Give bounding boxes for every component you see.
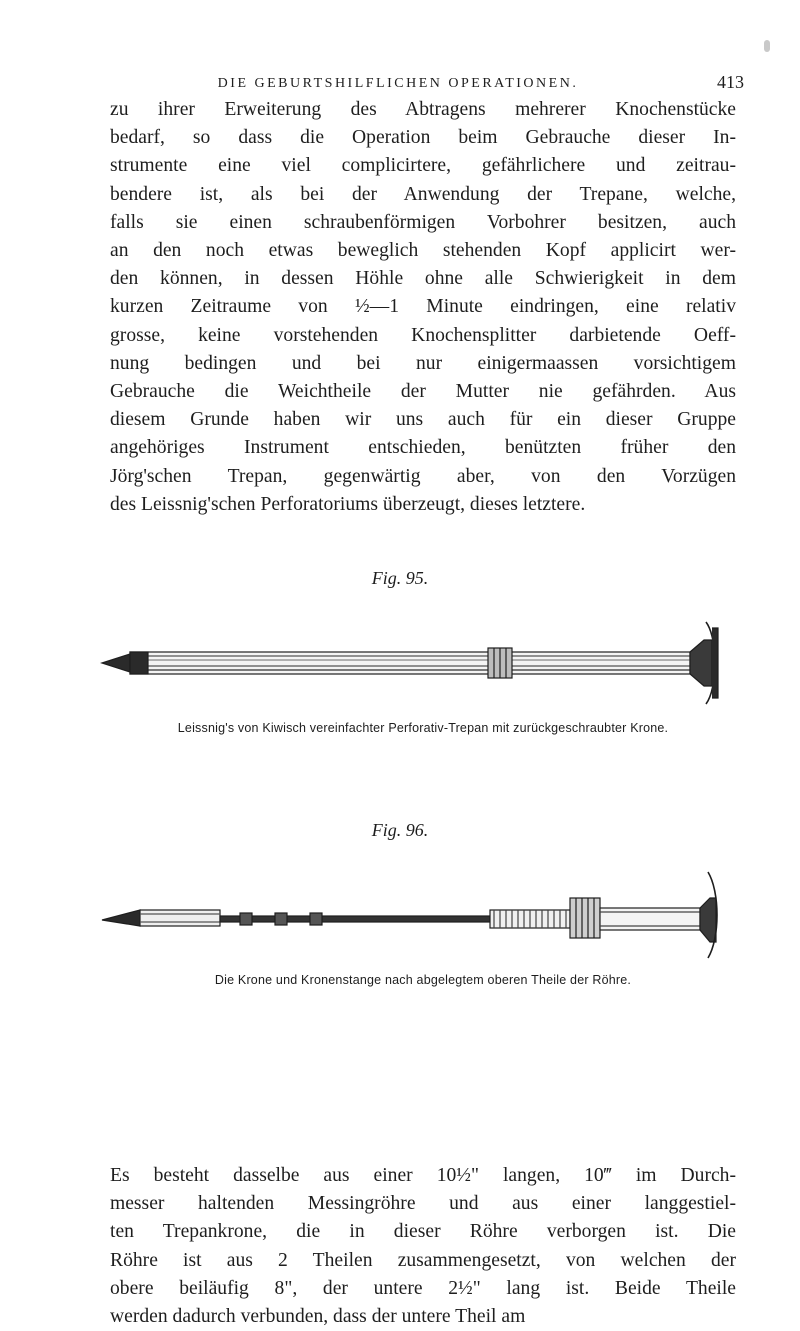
figure-96-caption: Die Krone und Kronenstange nach abgelegtem oberen Theile der Röhre. bbox=[214, 973, 632, 987]
text-line: Es besteht dasselbe aus einer 10½" langen, 10‴ im Durch- bbox=[110, 1165, 736, 1186]
text-line: den können, in dessen Höhle ohne alle Schwierigkeit in dem bbox=[110, 268, 736, 290]
text-line: strumente eine viel complicirtere, gefährlichere und zeitrau- bbox=[110, 155, 736, 177]
page-number: 413 bbox=[717, 72, 744, 92]
trepan-crown bbox=[600, 908, 700, 930]
paragraph-2 bbox=[110, 1162, 736, 1331]
text-line: falls sie einen schraubenförmigen Vorbohrer besitzen, auch bbox=[110, 211, 736, 233]
text-line: angehöriges Instrument entschieden, benützten früher den bbox=[110, 437, 736, 459]
text-line: bendere ist, als bei der Anwendung der Trepane, welche, bbox=[110, 183, 736, 205]
handle-tip bbox=[102, 654, 130, 672]
text-line: werden dadurch verbunden, dass der untere Theil am bbox=[110, 1306, 526, 1328]
page-smudge bbox=[764, 40, 770, 52]
figure-95-caption: Leissnig's von Kiwisch vereinfachter Perforativ-Trepan mit zurückgeschraubter Krone. bbox=[177, 721, 669, 735]
text-line: nung bedingen und bei nur einigermaassen vorsichtigem bbox=[110, 352, 736, 374]
figure-96-label: Fig. 96. bbox=[371, 820, 429, 840]
text-line: Gebrauche die Weichtheile der Mutter nie gefährden. Aus bbox=[110, 381, 736, 403]
figure-95-label: Fig. 95. bbox=[371, 568, 429, 588]
text-line: bedarf, so dass die Operation beim Gebrauche dieser In- bbox=[110, 127, 736, 149]
text-line: kurzen Zeitraume von ½—1 Minute eindringen, eine relativ bbox=[110, 296, 736, 318]
running-head: DIE GEBURTSHILFLICHEN OPERATIONEN. bbox=[217, 76, 579, 91]
brass-tube bbox=[130, 652, 690, 674]
collar bbox=[570, 898, 600, 938]
text-line: zu ihrer Erweiterung des Abtragens mehrerer Knochenstücke bbox=[110, 99, 736, 120]
text-line: an den noch etwas beweglich stehenden Kopf applicirt wer- bbox=[110, 240, 736, 262]
lower-tube bbox=[140, 910, 220, 926]
text-line: diesem Grunde haben wir uns auch für ein dieser Gruppe bbox=[110, 409, 736, 431]
rod-tip bbox=[102, 910, 140, 926]
text-line: Röhre ist aus 2 Theilen zusammengesetzt, von welchen der bbox=[110, 1249, 736, 1271]
perforativ-trepan-illustration bbox=[100, 618, 720, 708]
crown-head bbox=[690, 640, 712, 686]
text-line: des Leissnig'schen Perforatoriums überzeugt, dieses letztere. bbox=[110, 493, 586, 515]
paragraph-1 bbox=[110, 96, 736, 519]
crown-and-rod-illustration bbox=[100, 864, 720, 964]
text-line: messer haltenden Messingröhre und aus einer langgestiel- bbox=[110, 1193, 736, 1215]
text-line: Jörg'schen Trepan, gegenwärtig aber, von den Vorzügen bbox=[110, 465, 736, 487]
crown-rod bbox=[220, 916, 490, 922]
text-line: obere beiläufig 8", der untere 2½" lang ist. Beide Theile bbox=[110, 1277, 736, 1299]
text-line: grosse, keine vorstehenden Knochensplitter darbietende Oeff- bbox=[110, 324, 736, 346]
text-line: ten Trepankrone, die in dieser Röhre verborgen ist. Die bbox=[110, 1221, 736, 1243]
